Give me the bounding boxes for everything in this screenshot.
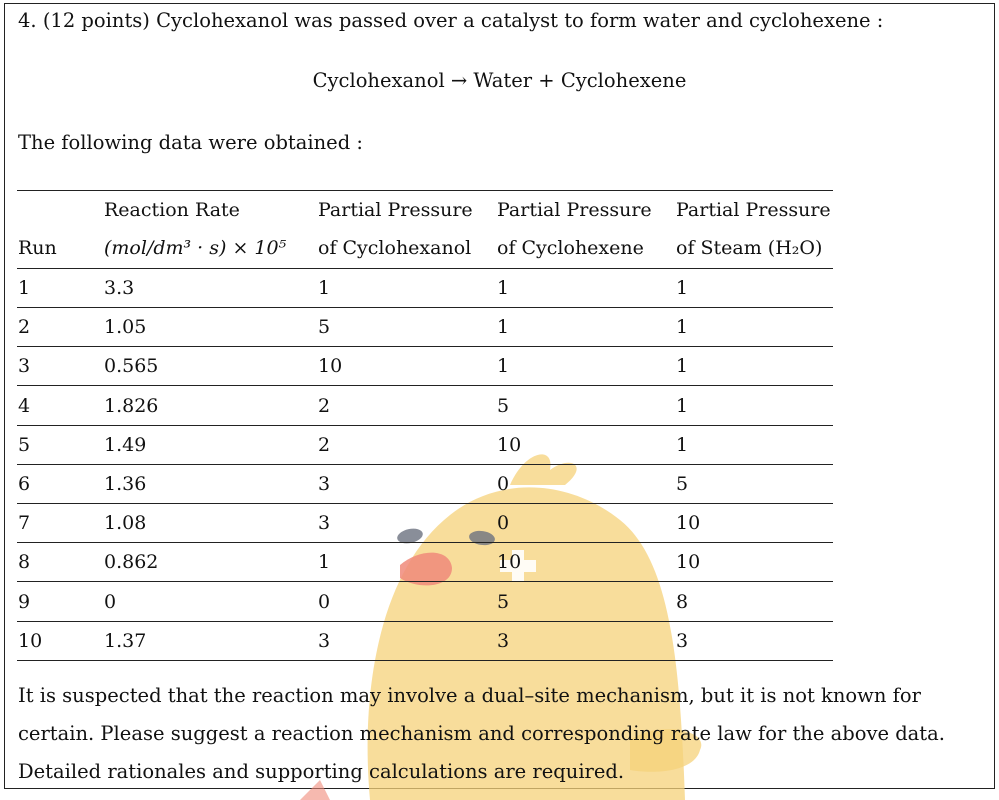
- cell-run: 8: [18, 551, 31, 574]
- cell-p-cyclohexanol: 2: [318, 433, 331, 456]
- table-row-rule: [17, 425, 833, 426]
- header-p1-top: Partial Pressure: [318, 199, 473, 221]
- header-p1-bottom: of Cyclohexanol: [318, 237, 472, 259]
- cell-p-cyclohexanol: 5: [318, 316, 331, 339]
- closing-line-1: It is suspected that the reaction may involve a dual–site mechanism, but it is not known for: [18, 684, 921, 707]
- cell-p-cyclohexanol: 3: [318, 629, 331, 652]
- cell-rate: 1.826: [104, 394, 159, 417]
- question-points: (12 points): [42, 9, 150, 32]
- cell-p-steam: 5: [676, 473, 689, 495]
- table-row-rule: [17, 307, 833, 308]
- cell-rate: 1.08: [104, 512, 147, 535]
- cell-p-cyclohexanol: 1: [318, 551, 331, 574]
- cell-p-cyclohexanol: 3: [318, 473, 331, 495]
- cell-p-cyclohexene: 1: [497, 316, 510, 339]
- cell-p-cyclohexanol: 2: [318, 394, 331, 417]
- cell-p-cyclohexene: 5: [497, 590, 510, 613]
- table-row-rule: [17, 660, 833, 661]
- header-p3-bottom: of Steam (H₂O): [676, 237, 823, 259]
- cell-p-steam: 10: [676, 551, 701, 574]
- header-p2-bottom: of Cyclohexene: [497, 237, 644, 259]
- header-rate-bottom: [104, 237, 286, 259]
- reaction-equation: Cyclohexanol → Water + Cyclohexene: [312, 69, 687, 92]
- cell-p-cyclohexanol: 0: [318, 590, 331, 613]
- table-row-rule: [17, 503, 833, 504]
- cell-rate: 0: [104, 590, 117, 613]
- header-rate-top: Reaction Rate: [104, 199, 240, 221]
- cell-rate: 3.3: [104, 277, 135, 299]
- cell-run: 1: [18, 277, 31, 299]
- cell-p-cyclohexene: 3: [497, 629, 510, 652]
- table-row-rule: [17, 621, 833, 622]
- header-run: Run: [18, 237, 57, 259]
- cell-p-cyclohexene: 1: [497, 277, 510, 299]
- cell-rate: 1.36: [104, 473, 147, 495]
- cell-p-cyclohexanol: 3: [318, 512, 331, 535]
- header-p3-top: Partial Pressure: [676, 199, 831, 221]
- cell-p-steam: 8: [676, 590, 689, 613]
- table-row-rule: [17, 581, 833, 582]
- cell-run: 4: [18, 394, 31, 417]
- table-top-rule: [17, 190, 833, 191]
- cell-run: 2: [18, 316, 31, 339]
- cell-rate: 1.49: [104, 433, 147, 456]
- cell-rate: 0.565: [104, 355, 159, 378]
- header-p2-top: Partial Pressure: [497, 199, 652, 221]
- closing-line-2: certain. Please suggest a reaction mechanism and corresponding rate law for the above data.: [18, 722, 945, 745]
- closing-line-3: Detailed rationales and supporting calculations are required.: [18, 760, 625, 783]
- cell-p-steam: 3: [676, 629, 689, 652]
- cell-p-steam: 10: [676, 512, 701, 535]
- cell-run: 7: [18, 512, 31, 535]
- question-number: 4.: [18, 9, 37, 32]
- cell-p-cyclohexene: 0: [497, 473, 510, 495]
- header-rate-units: (mol/dm³ · s) × 10⁵: [104, 237, 287, 259]
- cell-p-steam: 1: [676, 355, 689, 378]
- cell-p-cyclohexanol: 1: [318, 277, 331, 299]
- cell-p-cyclohexene: 10: [497, 433, 522, 456]
- table-row-rule: [17, 346, 833, 347]
- cell-p-cyclohexene: 5: [497, 394, 510, 417]
- cell-run: 10: [18, 629, 43, 652]
- table-row-rule: [17, 385, 833, 386]
- cell-run: 3: [18, 355, 31, 378]
- cell-p-cyclohexene: 1: [497, 355, 510, 378]
- cell-p-cyclohexene: 10: [497, 551, 522, 574]
- cell-p-steam: 1: [676, 394, 689, 417]
- cell-rate: 1.05: [104, 316, 147, 339]
- cell-p-cyclohexanol: 10: [318, 355, 343, 378]
- cell-rate: 0.862: [104, 551, 159, 574]
- cell-rate: 1.37: [104, 629, 147, 652]
- cell-p-steam: 1: [676, 316, 689, 339]
- table-header-rule: [17, 268, 833, 269]
- question-intro: Cyclohexanol was passed over a catalyst to form water and cyclohexene :: [156, 9, 884, 32]
- table-row-rule: [17, 464, 833, 465]
- question-header: [18, 9, 883, 32]
- data-intro: The following data were obtained :: [18, 131, 363, 154]
- table-row-rule: [17, 542, 833, 543]
- cell-p-cyclohexene: 0: [497, 512, 510, 535]
- cell-run: 5: [18, 433, 31, 456]
- cell-p-steam: 1: [676, 277, 689, 299]
- cell-p-steam: 1: [676, 433, 689, 456]
- cell-run: 6: [18, 473, 31, 495]
- cell-run: 9: [18, 590, 31, 613]
